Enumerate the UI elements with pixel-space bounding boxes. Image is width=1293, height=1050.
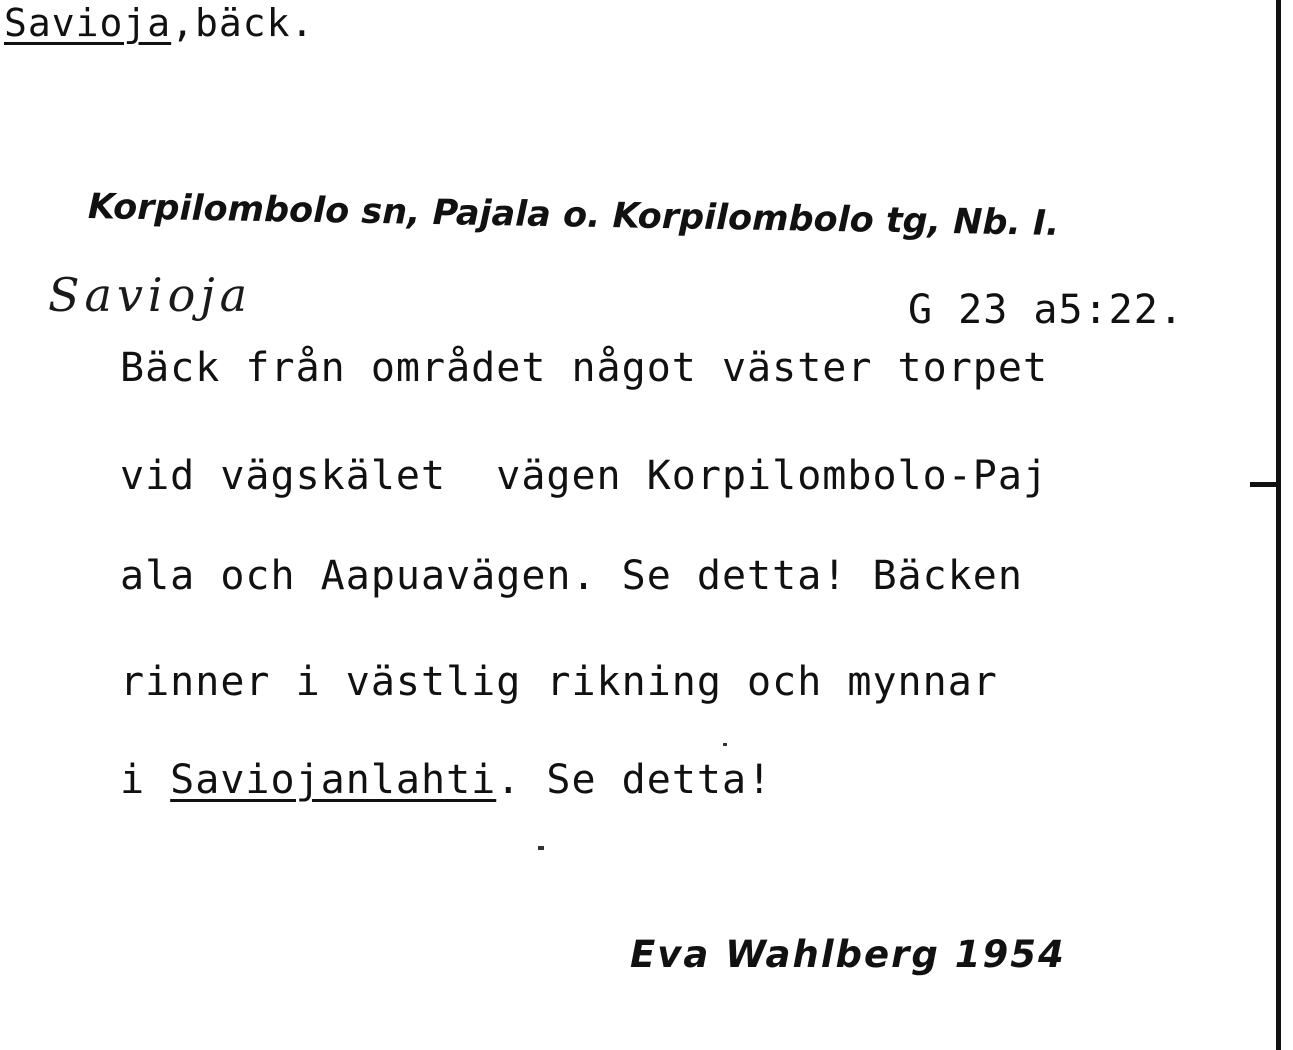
headword-suffix: ,bäck.	[171, 1, 315, 45]
last-line-prefix: i	[120, 757, 171, 803]
card-edge-line	[1276, 0, 1281, 1050]
signature: Eva Wahlberg 1954	[630, 933, 1066, 976]
hyphen-mark	[1250, 482, 1278, 487]
headword-line	[4, 1, 315, 45]
place-name-underlined: Saviojanlahti	[170, 757, 497, 803]
description-line-4: rinner i västlig rikning och mynnar	[120, 659, 998, 705]
description-line-5	[120, 757, 773, 803]
description-line-2: vid vägskälet vägen Korpilombolo-Paj	[120, 453, 1049, 499]
description-line-1: Bäck från området något väster torpet	[120, 345, 1049, 391]
last-line-suffix: . Se detta!	[496, 757, 773, 803]
handwritten-name: Savioja	[48, 268, 253, 322]
ink-speck	[723, 743, 727, 746]
grid-reference: G 23 a5:22.	[908, 287, 1184, 333]
location-stamp: Korpilombolo sn, Pajala o. Korpilombolo tg, Nb. I.	[87, 187, 1060, 244]
description-line-3: ala och Aapuavägen. Se detta! Bäcken	[120, 553, 1023, 599]
headword: Savioja	[4, 1, 172, 45]
ink-speck	[538, 846, 544, 850]
